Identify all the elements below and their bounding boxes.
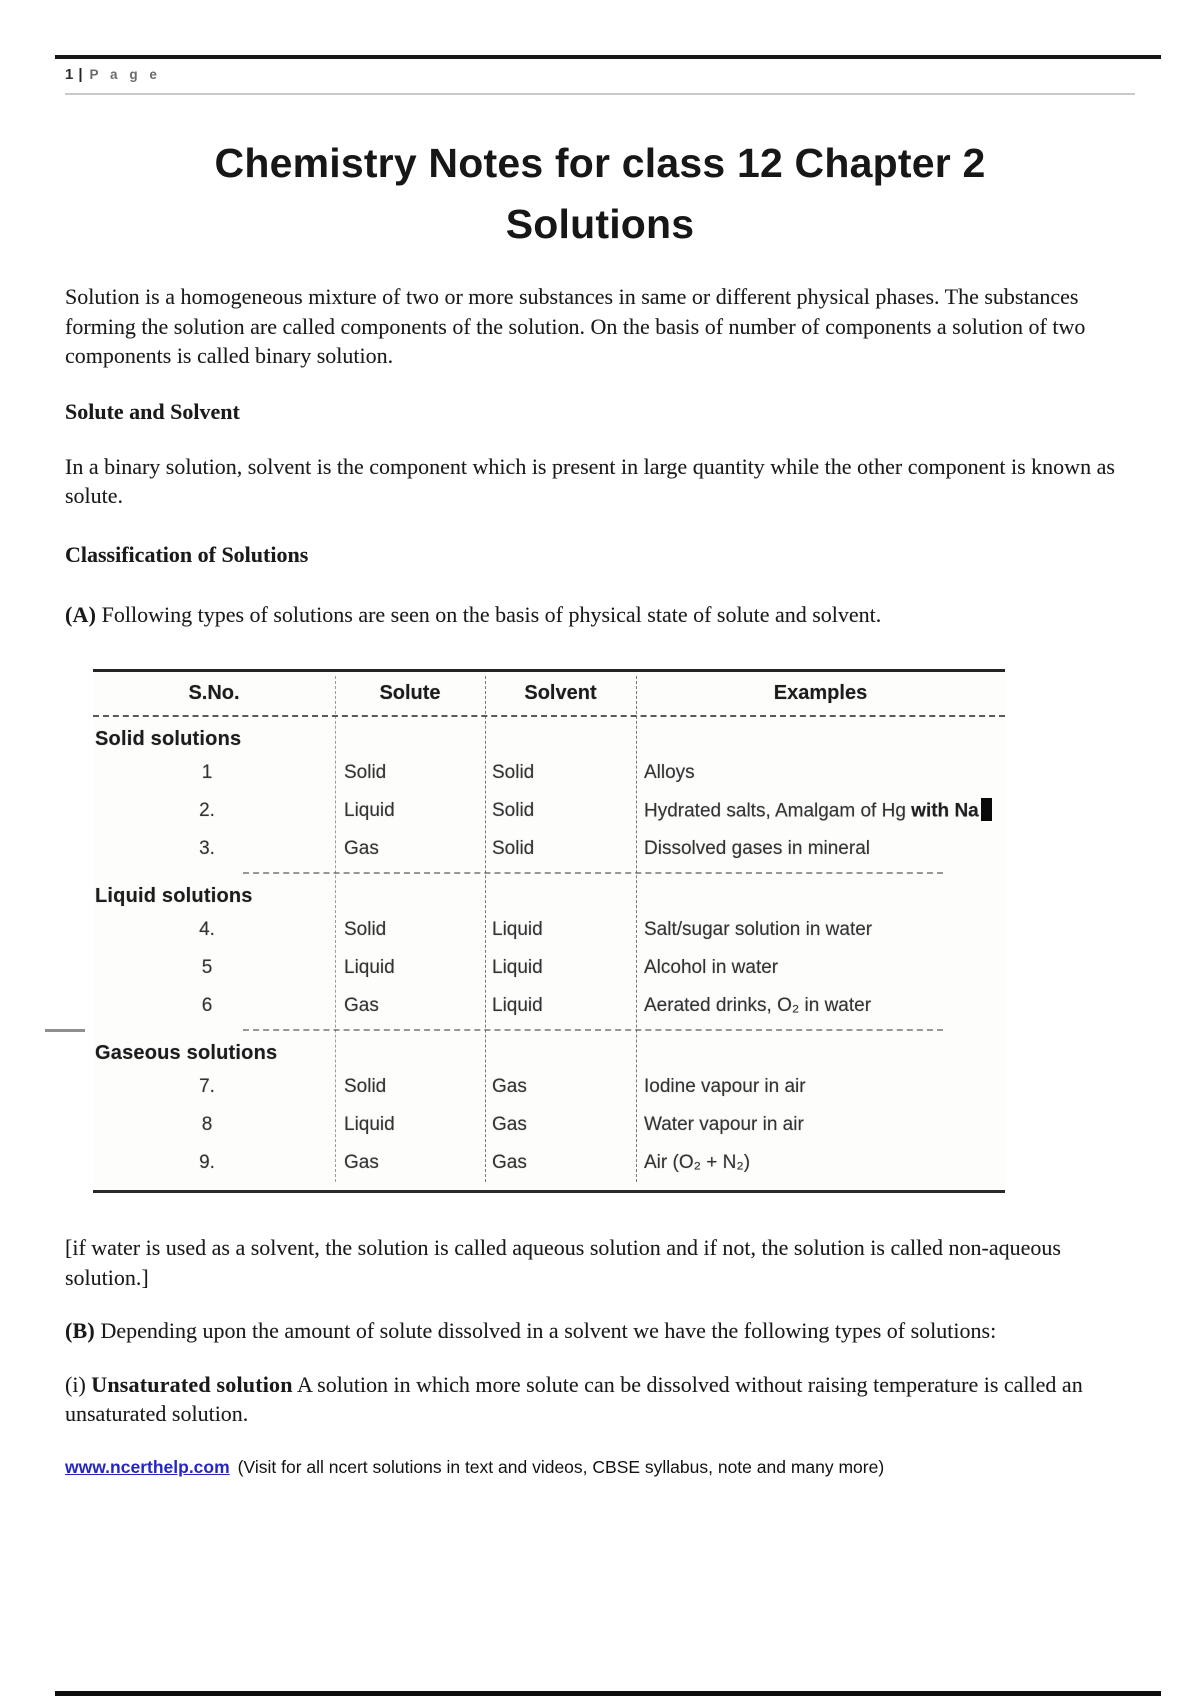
header-examples: Examples [773,682,868,704]
sno-cell: 6 [201,995,213,1016]
solvent-cell: Gas [492,1076,527,1097]
example-cell: Iodine vapour in air [644,1076,806,1097]
solute-cell: Gas [344,995,379,1016]
example-cell [636,800,1005,823]
document-title-line2: Solutions [505,201,695,247]
table-row [93,754,1005,792]
unsaturated-solution-paragraph [65,1370,1135,1429]
header-solvent: Solvent [524,682,597,704]
section-label-liquid [93,874,1005,911]
page-header-separator: | [78,66,83,83]
example-text: Hydrated salts, Amalgam of Hg [644,800,912,822]
solvent-cell: Gas [492,1114,527,1135]
table-header-row [93,672,1005,717]
scan-artifact [981,798,992,821]
header-solute: Solute [379,682,441,704]
solute-cell: Solid [344,919,387,940]
example-cell: Dissolved gases in mineral [644,838,870,859]
column-divider-1 [335,676,336,1182]
intro-paragraph: Solution is a homogeneous mixture of two or more substances in same or different physical phases. The substances forming the solution are called components of the solution. On the basis of number of components a solution of two components is called binary solution. [65,284,1086,368]
table-row [93,911,1005,949]
sno-cell: 8 [201,1114,213,1135]
example-cell: Water vapour in air [644,1114,804,1135]
footer-link[interactable]: www.ncerthelp.com [65,1456,230,1477]
table-row [93,1106,1005,1144]
page-number: 1 [65,66,74,83]
solute-cell: Liquid [344,1114,395,1135]
solute-cell: Liquid [344,800,395,821]
example-cell: Aerated drinks, O₂ in water [644,995,872,1016]
solvent-cell: Liquid [492,957,543,978]
solvent-cell: Liquid [492,919,543,940]
solute-cell: Solid [344,762,387,783]
solvent-cell: Liquid [492,995,543,1016]
unsaturated-solution-text: A solution in which more solute can be dissolved without raising temperature is called an unsaturated solution. [65,1371,1083,1426]
page-label: P a g e [89,67,161,82]
margin-dash-artifact [45,1029,85,1032]
solute-cell: Solid [344,1076,387,1097]
header-sno: S.No. [188,682,240,704]
document-title-line1: Chemistry Notes for class 12 Chapter 2 [214,140,986,186]
section-label-solid: Solid solutions [95,728,242,750]
sno-cell: 3. [199,838,215,859]
section-label-gaseous: Gaseous solutions [95,1042,278,1064]
example-cell: Air (O₂ + N₂) [644,1152,751,1173]
sno-cell: 9. [199,1152,215,1173]
label-b: (B) [65,1318,95,1343]
section-label-text: Liquid solutions [95,885,253,907]
table-row [93,1144,1005,1182]
sno-cell: 4. [199,919,215,940]
top-border-rule [55,55,1161,59]
aqueous-note-paragraph: [if water is used as a solvent, the solution is called aqueous solution and if not, the solution is called non-aqueous solution.] [65,1235,1061,1290]
solvent-cell: Gas [492,1152,527,1173]
classification-a-text: Following types of solutions are seen on the basis of physical state of solute and solvent. [96,601,882,627]
footer-note: (Visit for all ncert solutions in text and videos, CBSE syllabus, note and many more) [237,1456,885,1477]
example-cell: Alloys [644,762,695,783]
solute-cell: Liquid [344,957,395,978]
label-a: (A) [65,601,97,627]
solute-cell: Gas [344,1152,379,1173]
page-footer [65,1457,1135,1478]
solvent-cell: Solid [492,762,535,783]
column-divider-2 [485,676,486,1182]
sno-cell: 1 [201,762,213,783]
bottom-border-rule [55,1691,1161,1696]
solvent-cell: Solid [492,838,535,859]
table-row [93,987,1005,1025]
table-row [93,949,1005,987]
solute-cell: Gas [344,838,379,859]
label-i: (i) [65,1371,92,1397]
solute-solvent-paragraph: In a binary solution, solvent is the component which is present in large quantity while the other component is known as solute. [65,453,1115,508]
classification-b-text: Depending upon the amount of solute dissolved in a solvent we have the following types of solutions: [94,1318,997,1343]
example-cell: Salt/sugar solution in water [644,919,873,940]
classification-b-paragraph [65,1316,1135,1346]
page-header [65,66,1135,95]
sno-cell: 2. [199,800,215,821]
table-row [93,830,1005,868]
example-text-bold: with Na [911,800,979,822]
table-section-divider [243,1029,943,1031]
heading-solute-and-solvent: Solute and Solvent [65,398,240,424]
document-title [65,133,1135,255]
table-row [93,792,1005,830]
unsaturated-solution-term: Unsaturated solution [91,1371,293,1397]
sno-cell: 5 [201,957,213,978]
solutions-table [93,669,1005,1193]
solvent-cell: Solid [492,800,535,821]
heading-classification: Classification of Solutions [65,541,309,567]
table-row [93,1068,1005,1106]
sno-cell: 7. [199,1076,215,1097]
classification-a-paragraph [65,600,1135,630]
column-divider-3 [636,676,637,1182]
example-cell: Alcohol in water [644,957,779,978]
